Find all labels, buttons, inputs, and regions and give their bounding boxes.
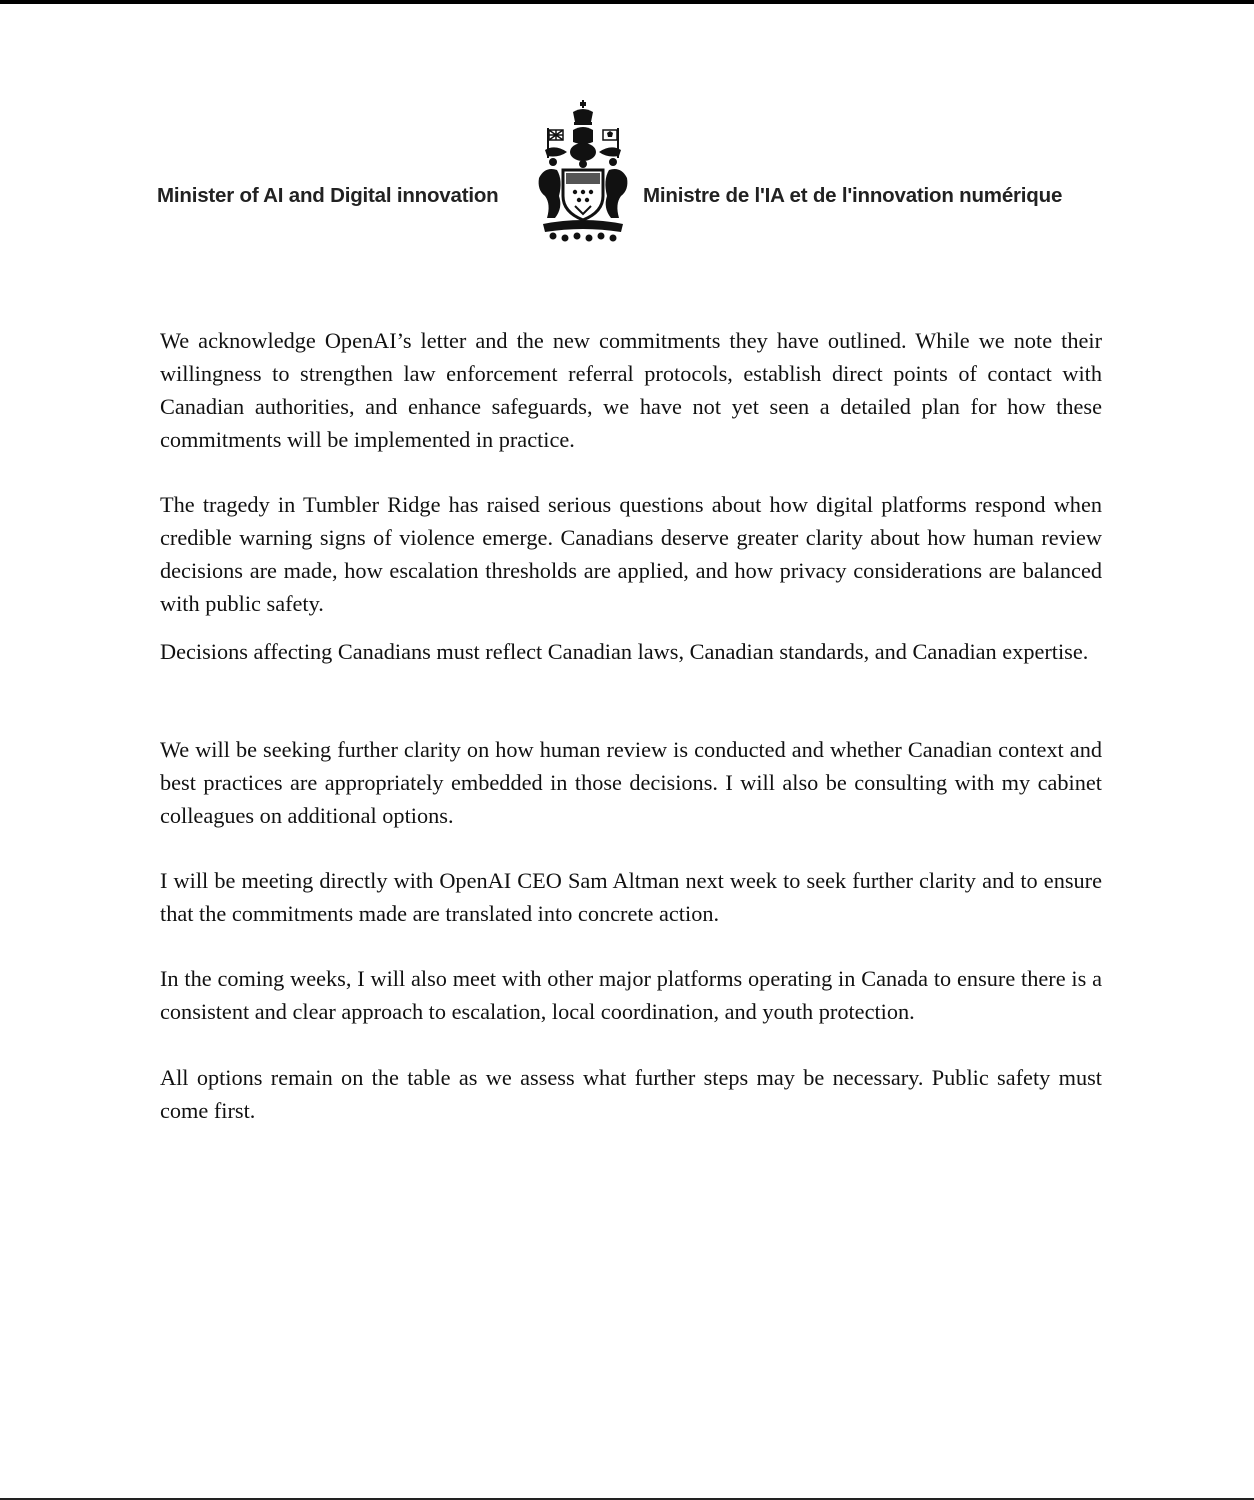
- paragraph-3: Decisions affecting Canadians must reflect Canadian laws, Canadian standards, and Canadian expertise.: [160, 639, 1089, 664]
- paragraph-6: In the coming weeks, I will also meet with other major platforms operating in Canada to ensure there is a consistent and clear approach to escalation, local coordination, and youth protection.: [160, 966, 1102, 1024]
- coat-of-arms-of-canada-icon: [533, 100, 633, 242]
- paragraph-2: The tragedy in Tumbler Ridge has raised serious questions about how digital platforms respond when credible warning signs of violence emerge. Canadians deserve greater clarity about how human review decisions are made, how escalation thresholds are applied, and how privacy considerations are balanced with public safety.: [160, 492, 1102, 616]
- top-border: [0, 0, 1254, 4]
- paragraph-1: We acknowledge OpenAI’s letter and the new commitments they have outlined. While we note their willingness to strengthen law enforcement referral protocols, establish direct points of contact with Canadian authorities, and enhance safeguards, we have not yet seen a detailed plan for how these commitments will be implemented in practice.: [160, 328, 1102, 452]
- paragraph-4: We will be seeking further clarity on how human review is conducted and whether Canadian context and best practices are appropriately embedded in those decisions. I will also be consulting with my cabinet colleagues on additional options.: [160, 737, 1102, 828]
- letterhead: [0, 100, 1254, 245]
- minister-title-english: Minister of AI and Digital innovation: [157, 184, 499, 207]
- paragraph-7: All options remain on the table as we assess what further steps may be necessary. Public safety must come first.: [160, 1065, 1102, 1123]
- minister-title-french: Ministre de l'IA et de l'innovation numérique: [643, 184, 1063, 207]
- paragraph-5: I will be meeting directly with OpenAI CEO Sam Altman next week to seek further clarity and to ensure that the commitments made are translated into concrete action.: [160, 868, 1102, 926]
